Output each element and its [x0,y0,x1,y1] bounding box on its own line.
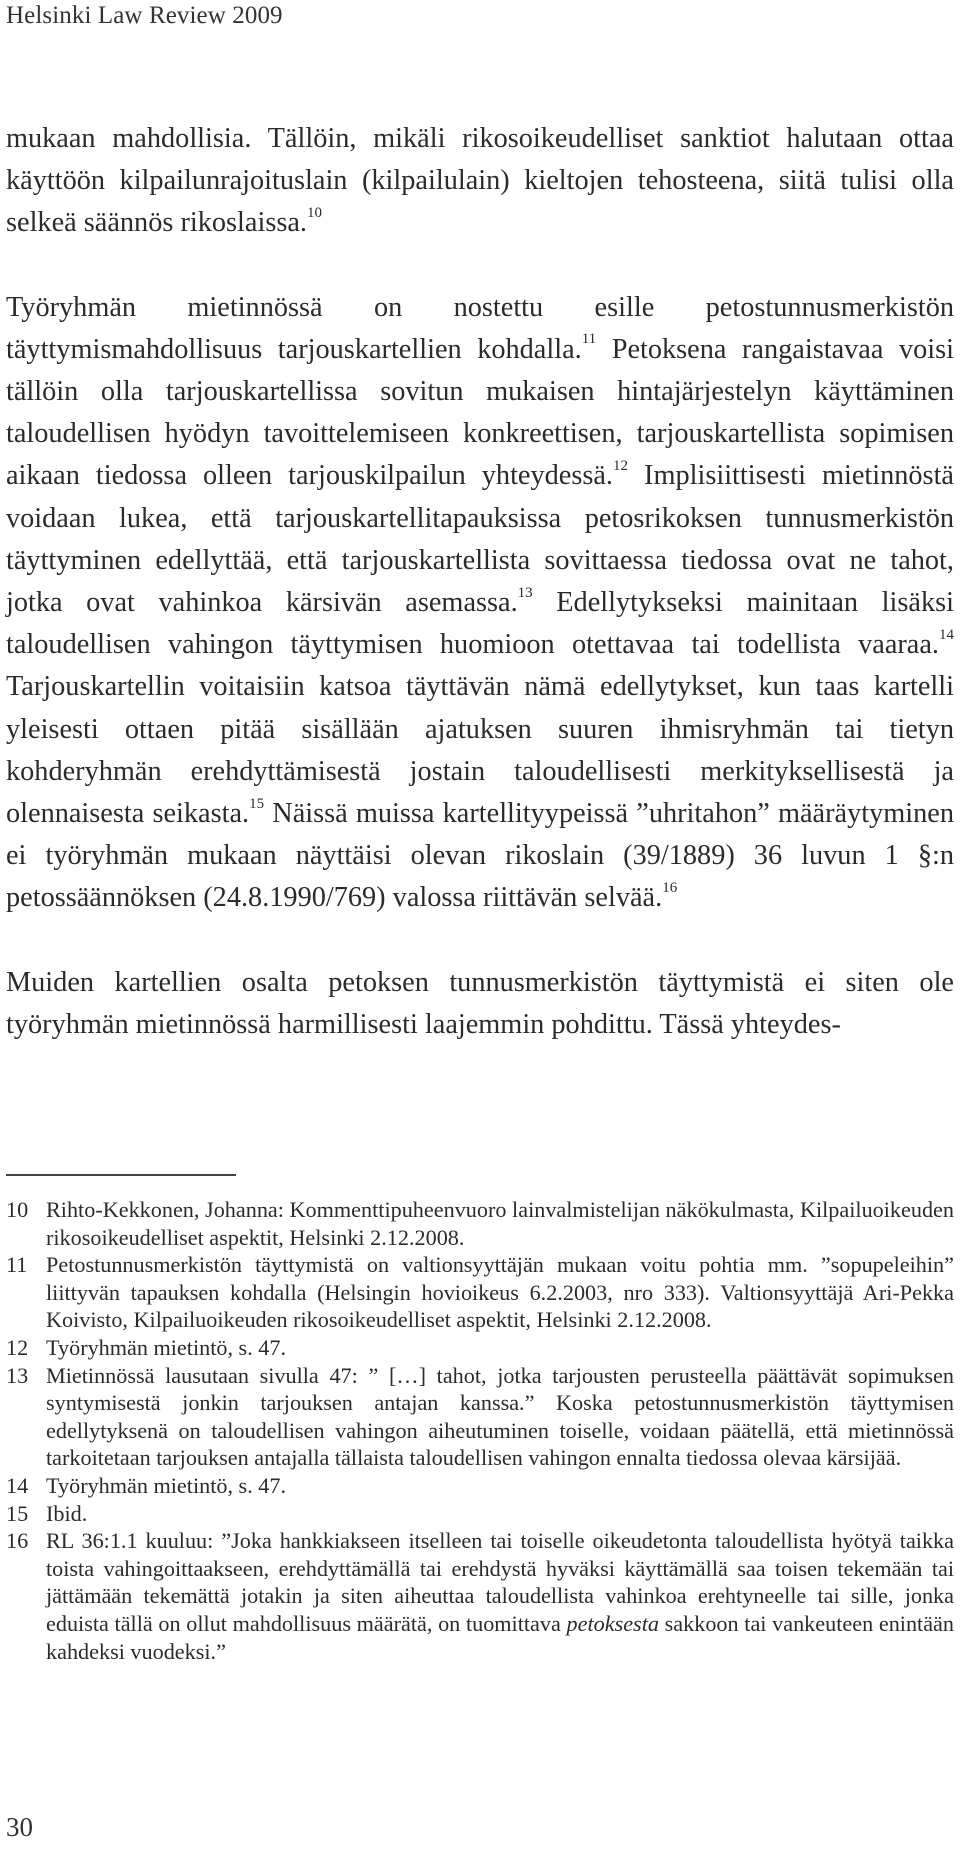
paragraph-2-text-f: Näissä muissa kartellityypeissä ”uhritahon” määräytyminen ei työryhmän mukaan näyttäisi olevan rikoslain (39/1889) 36 luvun 1 §:n petossäännöksen (24.8.1990/769) valossa riittävän selvää. [6,798,954,914]
footnote-number: 16 [6,1528,29,1554]
footnote-number: 12 [6,1334,29,1360]
footnote-11 [6,1251,954,1334]
footnote-14 [6,1472,954,1500]
footnote-ref-13[interactable]: 13 [517,584,533,601]
footnote-text: Petostunnusmerkistön täyttymistä on valtionsyyttäjän mukaan voitu pohtia mm. ”sopupeleihin” liittyvän tapauksen kohdalla (Helsingin hovioikeus 6.2.2003, nro 333). Valtionsyyttäjä Ari-Pekka Koivisto, Kilpailuoikeuden rikosoikeudelliset aspektit, Helsinki 2.12.2008. [46,1252,954,1333]
footnote-ref-12[interactable]: 12 [613,458,629,474]
footnote-12 [6,1334,954,1362]
footnote-text: Rihto-Kekkonen, Johanna: Kommenttipuheenvuoro lainvalmistelijan näkökulmasta, Kilpailuoikeuden rikosoikeudelliset aspektit, Helsinki 2.12.2008. [46,1197,954,1250]
footnote-ref-14[interactable]: 14 [939,626,954,643]
footnote-text: Työryhmän mietintö, s. 47. [46,1472,287,1498]
paragraph-3-text: Muiden kartellien osalta petoksen tunnusmerkistön täyttymistä ei siten ole työryhmän mietinnössä harmillisesti laajemmin pohdittu. Tässä yhteydes- [6,966,954,1040]
paragraph-3 [6,962,954,1046]
footnote-ref-11[interactable]: 11 [581,331,597,348]
footnote-number: 11 [6,1252,28,1278]
paragraph-2-text-e: Tarjouskartellin voitaisiin katsoa täyttävän nämä edellytykset, kun taas kartelli yleisesti ottaen pitää sisällään ajatuksen suuren ihmisryhmän tai tietyn kohderyhmän erehdyttämisestä jostain taloudellisesti merkityksellisestä ja olennaisesta seikasta. [6,671,954,830]
footnote-ref-10[interactable]: 10 [306,204,322,221]
footnote-text-part: RL 36:1.1 kuuluu: ”Joka hankkiakseen itselleen tai toiselle oikeudetonta taloudellista hyötyä taikka toista vahingoittaakseen, erehdyttämällä tai erehdystä hyväksi käyttämällä saa toisen tekemään tai jättämään tekemättä jotakin ja siten aiheuttaa taloudellista vahinkoa erehtyneelle tai sille, jonka eduista tällä on ollut mahdollisuus määrätä, on tuomittava [46,1528,954,1636]
footnote-text: Mietinnössä lausutaan sivulla 47: ” […] tahot, jotka tarjousten perusteella päättävät sopimuksen syntymisestä jonkin tarjouksen antajan kanssa.” Koska petostunnusmerkistön täyttymisen edellytyksenä on taloudellisen vahingon aiheutuminen toiselle, voidaan päätellä, että mietinnössä tarkoitetaan tarjouksen antajalla tällaista taloudellisen vahingon ennalta tiedossa olevaa kärsijää. [46,1362,954,1471]
footnote-text-italic: petoksesta [566,1610,659,1636]
paragraph-2-text-a: Työryhmän mietinnössä on nostettu esille petostunnusmerkistön täyttymismahdollisuus tarjouskartellien kohdalla. [6,291,954,365]
paragraph-1-text: mukaan mahdollisia. Tällöin, mikäli rikosoikeudelliset sanktiot halutaan ottaa käyttöön kilpailunrajoituslain (kilpailulain) kieltojen tehosteena, siitä tulisi olla selkeä säännös rikoslaissa. [6,123,954,239]
body-text [6,118,954,1046]
footnote-divider [6,1174,236,1176]
footnote-15 [6,1500,954,1528]
footnote-number: 13 [6,1362,29,1388]
footnote-13 [6,1362,954,1472]
footnote-10 [6,1196,954,1251]
paragraph-2-text-b: Petoksena rangaistavaa voisi tällöin olla tarjouskartellissa sovitun mukaisen hintajärjestelyn käyttäminen taloudellisen hyödyn tavoittelemiseen konkreettisen, tarjouskartellista sopimisen aikaan tiedossa olleen tarjouskilpailun yhteydessä. [6,333,954,492]
footnotes [6,1196,954,1665]
footnote-16 [6,1527,954,1665]
paragraph-2-text-c: Implisiittisesti mietinnöstä voidaan lukea, että tarjouskartellitapauksissa petosrikoksen tunnusmerkistön täyttyminen edellyttää, että tarjouskartellista sovittaessa tiedossa ovat ne tahot, jotka ovat vahinkoa kärsivän asemassa. [6,460,954,619]
paragraph-2 [6,287,954,920]
footnote-ref-16[interactable]: 16 [662,880,678,897]
page-number: 30 [6,1812,33,1842]
paragraph-1 [6,118,954,245]
footnote-text: Ibid. [46,1500,88,1526]
paragraph-2-text-d: Edellytykseksi mainitaan lisäksi taloudellisen vahingon täyttymisen huomioon otettavaa tai todellista vaaraa. [6,587,954,661]
footnote-text [46,1527,954,1665]
footnote-number: 15 [6,1500,29,1526]
footnote-text: Työryhmän mietintö, s. 47. [46,1334,287,1360]
footnote-text-part: sakkoon tai vankeuteen enintään kahdeksi vuodeksi.” [46,1610,954,1664]
running-head: Helsinki Law Review 2009 [6,2,283,29]
footnote-number: 14 [6,1472,29,1498]
footnote-ref-15[interactable]: 15 [249,795,265,812]
footnote-number: 10 [6,1197,29,1222]
